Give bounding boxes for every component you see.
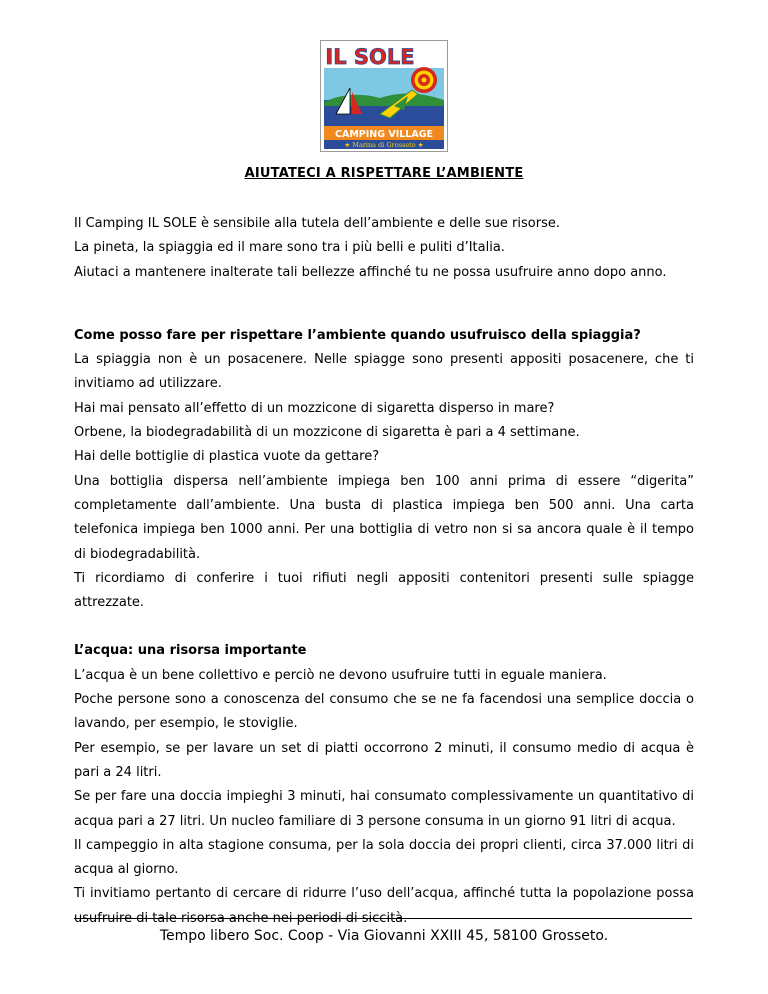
water-paragraph: Poche persone sono a conoscenza del consumo che se ne fa facendosi una semplice doccia o lavando, per esempio, le stoviglie. [74,692,694,732]
water-paragraph: Se per fare una doccia impieghi 3 minuti, hai consumato complessivamente un quantitativo di acqua pari a 27 litri. Un nucleo familiare di 3 persone consuma in un giorno 91 litri di acqua. [74,789,694,829]
water-paragraph: Il campeggio in alta stagione consuma, per la sola doccia dei propri clienti, circa 37.000 litri di acqua al giorno. [74,837,694,878]
logo-location-text: ★ Marina di Grosseto ★ [344,141,424,149]
spacer [74,285,694,324]
page-title: AIUTATECI A RISPETTARE L’AMBIENTE [244,166,524,181]
water-paragraph: Ti invitiamo pertanto di cercare di ridurre l’uso dell’acqua, affinché tutta la popolazione possa usufruire di tale risorsa anche nei periodi di siccità. [74,886,694,926]
intro-paragraph: Aiutaci a mantenere inalterate tali bellezze affinché tu ne possa usufruire anno dopo anno. [74,264,667,280]
beach-paragraph: Ti ricordiamo di conferire i tuoi rifiuti negli appositi contenitori presenti sulle spiagge attrezzate. [74,570,694,611]
beach-paragraph: Una bottiglia dispersa nell’ambiente impiega ben 100 anni prima di essere “digerita” completamente dall’ambiente. Una busta di plastica impiega ben 500 anni. Una carta telefonica impiega ben 1000 anni. Per una bottiglia di vetro non si sa ancora quale è il tempo di biodegradabilità. [74,473,694,562]
footer-address: Tempo libero Soc. Coop - Via Giovanni XXIII 45, 58100 Grosseto. [159,928,609,944]
logo-subtitle-text: CAMPING VILLAGE [335,129,433,140]
spacer [74,615,694,639]
beach-paragraph: Orbene, la biodegradabilità di un mozzicone di sigaretta è pari a 4 settimane. [74,425,580,441]
water-paragraph: Per esempio, se per lavare un set di piatti occorrono 2 minuti, il consumo medio di acqua è pari a 24 litri. [74,740,694,780]
intro-paragraph: Il Camping IL SOLE è sensibile alla tutela dell’ambiente e delle sue risorse. [74,216,560,231]
beach-paragraph: Hai delle bottiglie di plastica vuote da gettare? [74,449,380,465]
water-section-heading: L’acqua: una risorsa importante [74,643,307,659]
logo-title-text: IL SOLE [325,45,415,69]
footer-divider [74,918,692,919]
water-paragraph: L’acqua è un bene collettivo e perciò ne devono usufruire tutti in eguale maniera. [74,667,607,683]
document-body [74,212,694,931]
beach-section-heading: Come posso fare per rispettare l’ambiente quando usufruisco della spiaggia? [74,327,641,343]
il-sole-camping-logo [320,40,448,152]
beach-paragraph: La spiaggia non è un posacenere. Nelle spiagge sono presenti appositi posacenere, che ti invitiamo ad utilizzare. [74,352,694,392]
beach-paragraph: Hai mai pensato all’effetto di un mozzicone di sigaretta disperso in mare? [74,400,555,416]
intro-paragraph: La pineta, la spiaggia ed il mare sono tra i più belli e puliti d’Italia. [74,240,505,256]
